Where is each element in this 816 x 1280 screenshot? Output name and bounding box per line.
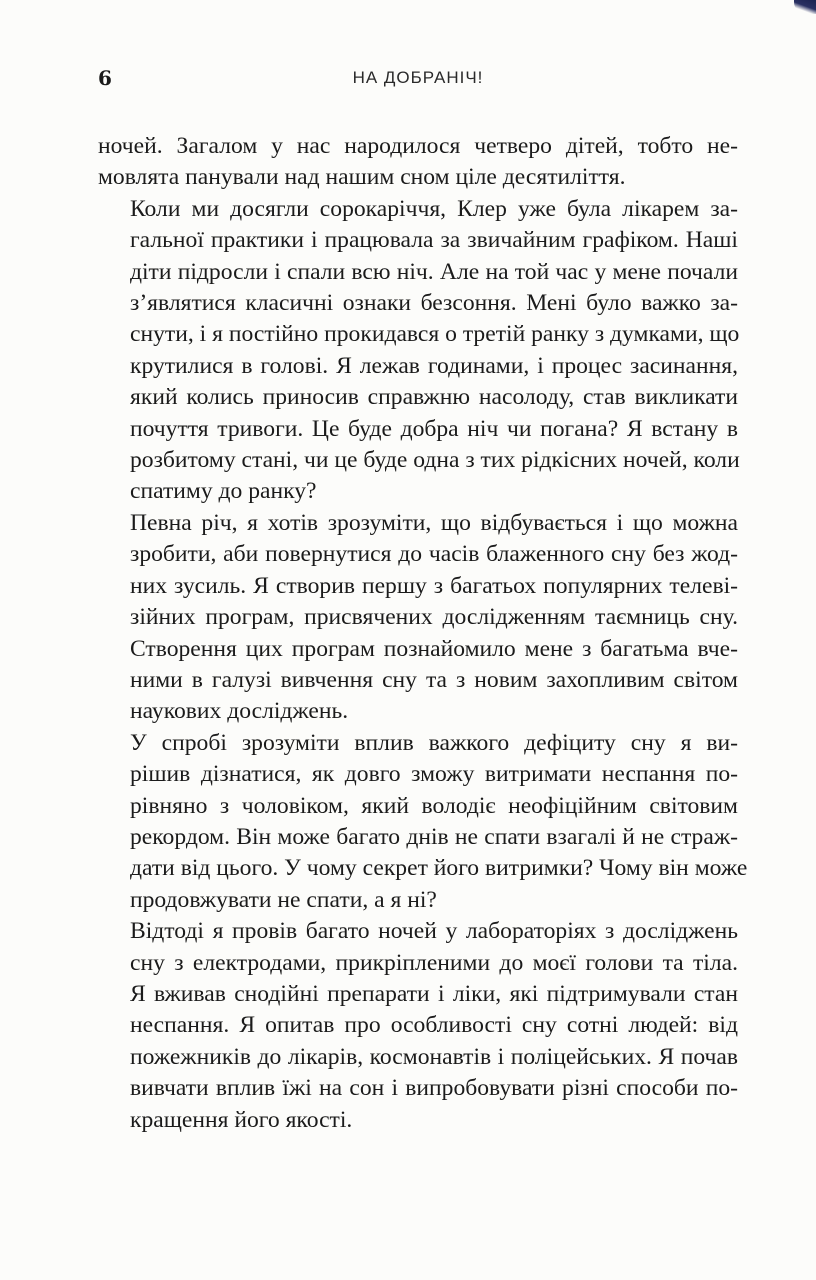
text-line: ними в галузі вивчення сну та з новим захопливим світом xyxy=(130,666,738,693)
text-line: продовжувати не спати, а я ні? xyxy=(130,886,437,913)
paragraph-1 xyxy=(98,131,738,194)
text-line: вивчати вплив їжі на сон і випробовувати різні способи по- xyxy=(130,1075,738,1102)
page-number: 6 xyxy=(98,66,112,90)
paragraph-5 xyxy=(98,916,738,1136)
text-line: ночей. Загалом у нас народилося четверо дітей, тобто не- xyxy=(98,133,738,159)
paragraph-3 xyxy=(98,508,738,728)
text-line: Відтоді я провів багато ночей у лабораторіях з досліджень xyxy=(130,918,738,945)
paragraph-2 xyxy=(98,194,738,508)
text-line: Створення цих програм познайомило мене з багатьма вче- xyxy=(130,635,738,662)
text-line: рекордом. Він може багато днів не спати взагалі й не страж- xyxy=(130,823,738,850)
text-line: сну з електродами, прикріпленими до моєї голови та тіла. xyxy=(130,949,738,976)
text-line: рівняно з чоловіком, який володіє неофіційним світовим xyxy=(130,792,738,819)
text-line: Я вживав снодійні препарати і ліки, які підтримували стан xyxy=(130,980,738,1007)
corner-cover-edge xyxy=(794,0,816,14)
text-line: гальної практики і працювала за звичайним графіком. Наші xyxy=(130,227,738,254)
text-line: спатиму до ранку? xyxy=(130,478,317,505)
text-line: Коли ми досягли сорокаріччя, Клер уже була лікарем за- xyxy=(130,195,738,222)
paragraph-4 xyxy=(98,728,748,916)
text-line: неспання. Я опитав про особливості сну сотні людей: від xyxy=(130,1012,738,1039)
text-line: мовлята панували над нашим сном ціле десятиліття. xyxy=(98,164,626,191)
text-line: діти підросли і спали всю ніч. Але на той час у мене почали xyxy=(130,258,738,285)
text-line: них зусиль. Я створив першу з багатьох популярних телеві- xyxy=(130,572,738,599)
text-line: зробити, аби повернутися до часів блаженного сну без жод- xyxy=(130,541,738,568)
running-title: НА ДОБРАНІЧ! xyxy=(352,68,484,87)
running-head xyxy=(98,66,738,96)
text-line: снути, і я постійно прокидався о третій ранку з думками, що xyxy=(130,321,740,348)
text-line: який колись приносив справжню насолоду, став викликати xyxy=(130,384,738,411)
text-line: пожежників до лікарів, космонавтів і поліцейських. Я почав xyxy=(130,1043,738,1070)
text-line: почуття тривоги. Це буде добра ніч чи погана? Я встану в xyxy=(130,415,738,442)
text-line: кращення його якості. xyxy=(130,1106,353,1133)
text-line: крутилися в голові. Я лежав годинами, і процес засинання, xyxy=(130,352,738,379)
text-line: рішив дізнатися, як довго зможу витримати неспання по- xyxy=(130,761,738,788)
text-line: наукових досліджень. xyxy=(130,698,349,725)
text-line: Певна річ, я хотів зрозуміти, що відбувається і що можна xyxy=(130,509,738,536)
text-line: У спробі зрозуміти вплив важкого дефіциту сну я ви- xyxy=(130,729,738,756)
text-line: зійних програм, присвячених дослідженням таємниць сну. xyxy=(130,604,738,631)
text-line: дати від цього. У чому секрет його витримки? Чому він може xyxy=(130,855,748,882)
text-line: з’являтися класичні ознаки безсоння. Мені було важко за- xyxy=(130,290,738,317)
body-text xyxy=(98,131,748,1136)
text-line: розбитому стані, чи це буде одна з тих рідкісних ночей, коли xyxy=(130,447,740,474)
